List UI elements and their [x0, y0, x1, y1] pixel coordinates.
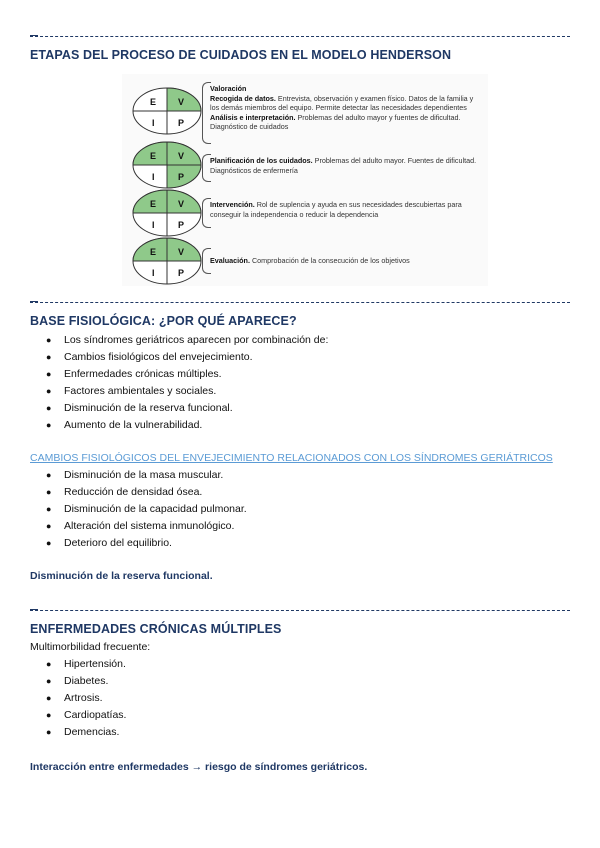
- stage-bold: Análisis e interpretación.: [210, 112, 296, 122]
- stage-text-intervencion: [210, 200, 482, 219]
- stage-text-valoracion: [210, 84, 482, 132]
- section-heading-base-fisiologica: BASE FISIOLÓGICA: ¿POR QUÉ APARECE?: [30, 314, 297, 328]
- list-item: ● Deterioro del equilibrio.: [46, 535, 247, 552]
- list-item: ● Disminución de la capacidad pulmonar.: [46, 501, 247, 518]
- quadrant-label: V: [178, 97, 185, 107]
- stage-bold: Planificación de los cuidados.: [210, 156, 313, 165]
- stage-desc: Problemas del adulto mayor y fuentes de dificultad. Diagnóstico de cuidados: [210, 112, 461, 132]
- list-item: ● Diabetes.: [46, 673, 126, 690]
- quadrant-label: I: [152, 172, 155, 182]
- divider: [30, 36, 570, 37]
- quadrant-label: I: [152, 118, 155, 128]
- quadrant-label: V: [178, 151, 185, 161]
- multimorbilidad-intro: Multimorbilidad frecuente:: [30, 641, 151, 653]
- changes-list: [46, 467, 247, 552]
- list-item: ● Alteración del sistema inmunológico.: [46, 518, 247, 535]
- evip-circle-evaluacion: [130, 236, 204, 286]
- quadrant-label: V: [178, 199, 185, 209]
- section-heading-etapas: ETAPAS DEL PROCESO DE CUIDADOS EN EL MODELO HENDERSON: [30, 48, 452, 62]
- stage-planificacion: [122, 144, 488, 188]
- quadrant-label: P: [178, 220, 185, 230]
- quadrant-label: E: [150, 151, 157, 161]
- divider: [30, 302, 570, 303]
- quadrant-label: P: [178, 268, 185, 278]
- stage-desc: Rol de suplencia y ayuda en sus necesidades descubiertas para conseguir la independencia o reducir la dependencia: [210, 200, 462, 219]
- quadrant-label: E: [150, 247, 157, 257]
- evip-circle-valoracion: [130, 86, 204, 136]
- list-item: ● Aumento de la vulnerabilidad.: [46, 417, 328, 434]
- list-item: ● Factores ambientales y sociales.: [46, 383, 328, 400]
- stage-evaluacion: [122, 236, 488, 286]
- stage-bold: Intervención.: [210, 200, 255, 209]
- list-item: ● Disminución de la reserva funcional.: [46, 400, 328, 417]
- stage-bold: Recogida de datos.: [210, 93, 276, 103]
- quadrant-label: E: [150, 97, 157, 107]
- stage-desc: Problemas del adulto mayor. Fuentes de dificultad. Diagnósticos de enfermería: [210, 156, 477, 175]
- list-item: ● Hipertensión.: [46, 656, 126, 673]
- list-item: ● Enfermedades crónicas múltiples.: [46, 366, 328, 383]
- reserva-note: Disminución de la reserva funcional.: [30, 570, 213, 582]
- list-item: ● Demencias.: [46, 724, 126, 741]
- section-heading-enfermedades: ENFERMEDADES CRÓNICAS MÚLTIPLES: [30, 622, 282, 636]
- divider: [30, 610, 570, 611]
- quadrant-label: E: [150, 199, 157, 209]
- diseases-list: [46, 656, 126, 741]
- quadrant-label: I: [152, 268, 155, 278]
- quadrant-label: I: [152, 220, 155, 230]
- quadrant-label: P: [178, 172, 185, 182]
- stage-desc: Entrevista, observación y examen físico. Datos de la familia y los demás miembros del equipo. Permite detectar las necesidades dependientes: [210, 93, 474, 113]
- subheading-cambios-link[interactable]: CAMBIOS FISIOLÓGICOS DEL ENVEJECIMIENTO RELACIONADOS CON LOS SÍNDROMES GERIÁTRICOS: [30, 452, 553, 464]
- list-item: ● Reducción de densidad ósea.: [46, 484, 247, 501]
- stage-desc: Comprobación de la consecución de los objetivos: [249, 256, 410, 265]
- stage-title: Valoración: [210, 84, 247, 93]
- list-item: ● Cambios fisiológicos del envejecimiento.: [46, 349, 328, 366]
- list-item: ● Disminución de la masa muscular.: [46, 467, 247, 484]
- evip-circle-intervencion: [130, 188, 204, 238]
- list-item: ● Cardiopatías.: [46, 707, 126, 724]
- henderson-process-diagram: [122, 74, 488, 286]
- interaction-note: Interacción entre enfermedades → riesgo de síndromes geriátricos.: [30, 761, 368, 773]
- quadrant-label: P: [178, 118, 185, 128]
- causes-list: [46, 332, 328, 434]
- stage-text-evaluacion: [210, 256, 482, 266]
- stage-valoracion: [122, 78, 488, 144]
- list-item: ● Los síndromes geriátricos aparecen por combinación de:: [46, 332, 328, 349]
- stage-intervencion: [122, 188, 488, 236]
- stage-text-planificacion: [210, 156, 482, 175]
- evip-circle-planificacion: [130, 140, 204, 190]
- list-item: ● Artrosis.: [46, 690, 126, 707]
- quadrant-label: V: [178, 247, 185, 257]
- stage-bold: Evaluación.: [210, 256, 250, 265]
